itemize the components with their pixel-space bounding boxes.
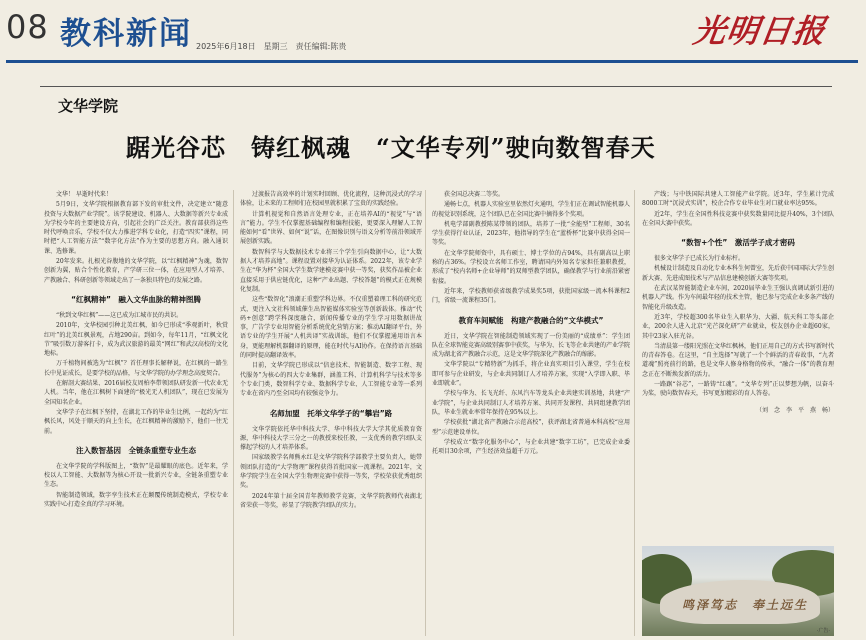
paragraph: 在武汉某智能制造企业车间，2020届毕业生王强认真调试新引进的机器人产线。作为车间最年轻的技术主管，他已参与完成企业多条产线的智能化升级改造。	[642, 285, 834, 311]
paragraph: 获全国总决赛二等奖。	[444, 191, 505, 198]
paragraph: 学校与华为、长飞光纤、东风汽车等龙头企业共建实训基地，共建“产业学院”，与企业共同制订人才培养方案、共同开发课程、共同组建教学团队，毕业生就业率常年保持在95%以上。	[432, 390, 630, 416]
campus-photo	[642, 546, 834, 636]
page-number: 08	[6, 8, 49, 46]
paragraph: 万千植物间被选为“红枫”？首任理事长解释说，在红枫的一路生长中见证成长，是要学校的品格，与文华学院的办学理念高度契合。	[44, 360, 228, 377]
paragraph: 机电学部副教授陈某带领的团队，培养了一批“全能型”工程师，30名学生获得行业认证，2023年，他指导的学生在“蓝桥杯”比赛中获得全国一等奖。	[432, 220, 630, 247]
paragraph: 在文华学院的学科版图上，“数智”是最耀眼的底色。近年来，学校以人工智能、大数据等为核心开设一批新兴专业，全链条重塑专业生态。	[44, 462, 228, 489]
paragraph: 在解剖大赛结果、2016届校友周柏李带领团队研发新一代农业无人机。当年，他在江枫树下面建的“极光无人机团队”，现在已发展为全国知名企业。	[44, 380, 228, 406]
paragraph: 智能制造领域，数字孪生技术正在颠覆传统制造模式，学校专业实践中心打造全真的学习环境。	[44, 491, 228, 509]
byline: （刘 念 李 平 燕 畅）	[755, 406, 834, 414]
paragraph: 数智科学与大数据技术专业将三个学生引向数据中心，让“大数据人才培养高地”。课程设置对接华为认证体系。2022年，该专业学生在“华为杯”全国大学生数学建模竞赛中获一等奖，获奖作品被企业直接采用于供应链优化，这种“产业出题、学校答题”的模式正在规模化复制。	[240, 248, 422, 293]
article-header	[40, 86, 832, 179]
subheading: 名师加盟 托举文华学子的“攀岩”路	[269, 408, 393, 418]
paragraph: 文华！ 早逝时代来！	[56, 191, 112, 198]
paragraph: 近日，文华学院在智能制造领域实现了一份美丽的“成绩单”：学生团队在全球智能竞赛高级别赛事中获奖，与华为、长飞等企业共建的产业学院成为湖北省产教融合示范，这是文华学院深化产教融合的缩影。	[432, 332, 630, 359]
subheading: 教育车间赋能 构建产教融合的“文华模式”	[458, 315, 604, 325]
masthead-rule	[6, 60, 858, 63]
paragraph: 学校获批“湖北省产教融合示范高校”，获评湖北省普通本科高校“应用型”示范建设单位。	[432, 419, 630, 436]
paragraph: 一路踞“谷芯”，一路铸“红魂”。“文华专列”正以梦想为帆，以奋斗为桨，驶向数智春天，书写更加精彩的育人答卷。	[642, 381, 834, 398]
section-title: 教科新闻	[60, 16, 192, 52]
paragraph: 5月9日，文华学院根据教育部下发的审批文件，决定建立“随意投资与大数据产业学院”。该学院建设、机器人、大数据等新兴专业成为学校今年的主要建设方向，引起社会的广泛关注。教育部获得这些时代呼唤音乐，学校不仅大力推进学科专业化，打造“四实”课程，同时把“人工智能方法”“数字化方法”作为主要的思想方向。融入通识课、选修课。	[44, 201, 228, 255]
paragraph: 在文华学院师资中，具有硕士、博士学位的占94%，具有副高以上职称的占36%。学校设立名师工作室，聘请国内外知名专家担任兼职教授，形成了“校内名师+企业导师”的双师型教学团队，确保教学与行业前沿紧密衔接。	[432, 249, 630, 285]
column-1	[44, 190, 228, 636]
article-headline: 踞光谷芯 铸红枫魂 “文华专列”驶向数智春天	[126, 133, 656, 162]
dateline: 2025年6月18日 星期三 责任编辑:陈贵	[196, 42, 347, 51]
paragraph: 很多文华学子已成长为行业标杆。	[654, 255, 745, 263]
article-section-label: 文华学院	[58, 97, 119, 115]
paragraph: 2024年第十届全国青年教师教学竞赛，文华学院教师代表湖北省荣获一等奖，彰显了学院教学团队的实力。	[240, 492, 422, 509]
paragraph: 这些“数智化”浪潮正重塑学科边界。不仅重塑着理工科的研究范式，更注入文社科领域催生出智能媒体实验室等创新载体。推动“代码+创意”跨学科深度融合，新闻传播专业的学生学习用数据讲故事，广告学专业用智能分析系统优化营销方案；推动AI翻译平台，外语专业的学生开展“人机共译”实战训练，他们不仅掌握通用语言本身，更能理解机器翻译的原理，能在时代与AI协作。在保持语言基础的同时提高翻译效率。	[240, 296, 422, 360]
paragraph: 文华学院依托华中科技大学、华中科技大学大学其优质教育资源，华中科技大学三分之一的教授来校任教，一支优秀的教学团队支撑起学校的人才培养体系。	[240, 425, 422, 452]
paragraph: 近3年，学校超300名毕业生入职华为、大疆、航天科工等头部企业，200余人进入北京“光芒深化研”产业就业，校友创办企业超60家，其中23家入驻光谷。	[642, 313, 834, 340]
paragraph: 学校成立“数字化服务中心”，与企业共建“数字工坊”，已完成企业委托项目30余项，产生经济效益超千万元。	[432, 438, 630, 456]
paragraph: 机械设计制造及自动化专业本科生何曾室，先后获中国国际大学生创新大赛、先进成图技术与产品信息建模创新大赛等奖项。	[642, 265, 834, 282]
paragraph: 当清晨第一缕阳光照在文华红枫林，他们正用自己的方式书写新时代的青春答卷。在这里，“自主选择”写就了一个个鲜活的青春故事，“九者道魂”照亮前行的路，也是文华人修身格物的传承，“融合一体”的教育理念正在不断焕发新的活力。	[642, 342, 834, 378]
paragraph: 文华学院以“专精特新”为抓手，将企业真实项目引入课堂，学生在校即可参与企业研发，与企业共同制订人才培养方案，实现“入学即入职、毕业即就业”。	[432, 361, 630, 388]
ad-credit: ·广告·	[816, 628, 830, 634]
newspaper-logo: 光明日报	[691, 12, 829, 50]
paragraph: 2010年，文华校园引种北美红枫，如今已形成“季观新叶，秋赏红叶”的北美红枫景观，占地290亩。到如今，每年11月，“红枫文化节”吸引数万游客打卡，成为武汉旅游的最美“网红”和武汉高校的文化地标。	[44, 322, 228, 358]
paragraph: 过渡报告高效率的计划实时回顾、优化流程，这种沉浸式的学习体验，让未来的工程师们在校园里就积累了宝贵的实践经验。	[240, 191, 422, 208]
masthead	[0, 0, 866, 62]
column-2	[240, 190, 422, 636]
column-3	[432, 190, 630, 636]
subheading: “数智+个性” 激活学子成才密码	[681, 238, 795, 248]
paragraph: 文华学子在红枫下坚持，在湖北工作的毕业生比例，一起约为“红枫长风，风处于顺天的向上生长，在红枫精神的激励下，他们一往无前。	[44, 408, 228, 435]
column-4	[642, 190, 834, 542]
paragraph: 产线；与中铁国际共建人工智能产业学院。近3年，学生累计完成8000工时“沉浸式实训”，校企合作专业毕业生对口就业率达95%。	[642, 191, 834, 208]
paragraph: 计算机视觉和自然语言处理专业，正在培养AI的“视觉”与“语言”能力。学生不仅掌握基础编程和编程技能，更要深入理解人工智能如何“看”世界、如何“说”话，在图像识别与语义分析等前沿领域开展创新实践。	[240, 210, 422, 246]
paragraph: 20年发来。扎根光谷腹地的文华学院，以“红枫精神”为魂，数智创新为翼，贴合个性化教育，产学研三位一体，在应用型人才培养、产教融合、科研创新等领域走出了一条独具特色的发展之路。	[44, 258, 228, 284]
subheading: 注入数智基因 全链条重塑专业生态	[76, 445, 196, 455]
stone-inscription: 鸣泽笃志 奉土远生	[682, 598, 809, 612]
paragraph: 目前，文华学院已形成以“信息技术、智能制造、数字工程、现代服务”为核心的四大专业集群，涵盖工科、计算机科学与技术等多个专业门类，数智科学专业、数据科学专业、人工智能专业等一系列专业在省内乃至全国均有较强竞争力。	[240, 362, 422, 398]
paragraph: 国家级教学名师熊永红是文华学院科学部教学主要负责人，她带领团队打造的“大学物理”课程获得首批国家一流课程。2021年，文华学院学生在全国大学生物理竞赛中获得一等奖，学校荣获优秀组织奖。	[240, 454, 422, 490]
paragraph: 通畅七点，机器人实验室里依然灯火通明，学生们正在调试智能机器人的视觉识别系统，这个团队已在全国比赛中摘得多个奖项。	[432, 201, 630, 218]
paragraph: 近年来，学校教师获省级教学成果奖5项，获批国家级一流本科课程2门，省级一流课程35门。	[432, 287, 630, 305]
subheading: “红枫精神” 融入文华血脉的精神图腾	[71, 294, 201, 304]
paragraph: 近2年，学生在全国性科技竞赛中获奖数量同比提升40%，3个团队在全国大赛中获奖。	[642, 210, 834, 227]
paragraph: “秋到文华红枫”——这已成为江城市民的共识。	[56, 311, 183, 319]
